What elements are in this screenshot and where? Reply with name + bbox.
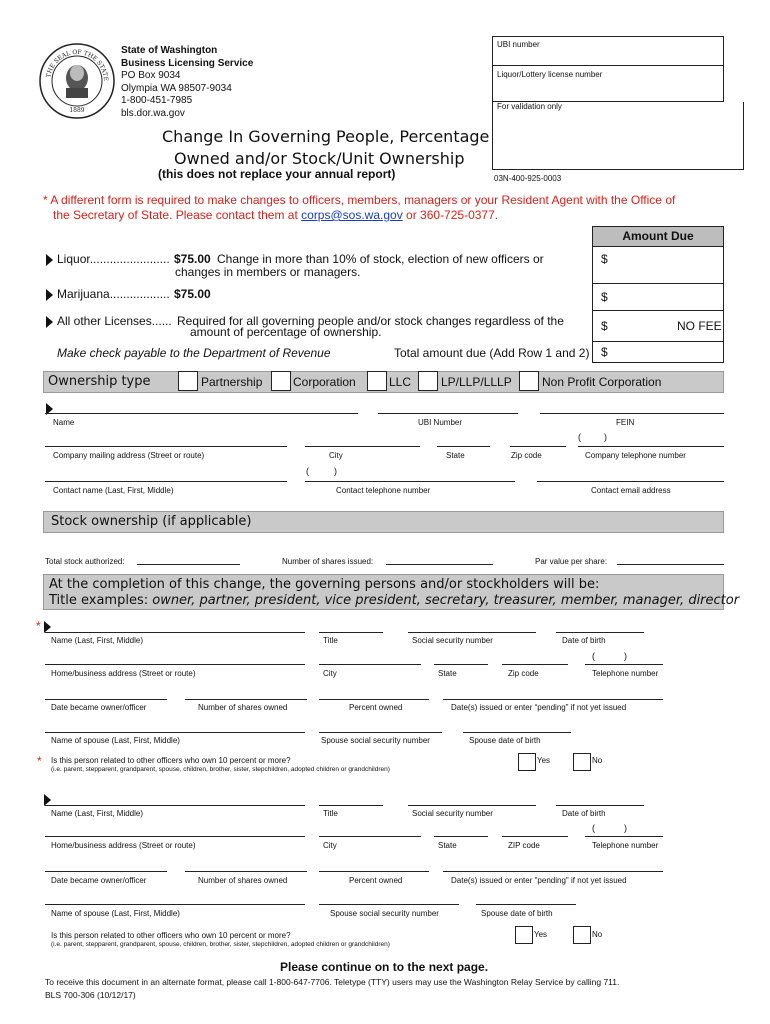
person1-shares-label: Number of shares owned [198,703,288,712]
zip-label: Zip code [511,451,542,460]
agency-website: bls.dor.wa.gov [121,107,185,119]
person1-state-field[interactable] [434,664,488,665]
person1-zip-label: Zip code [508,669,539,678]
person1-no-checkbox[interactable] [573,753,591,771]
person1-spouse-field[interactable] [45,732,305,733]
company-phone-field[interactable] [578,446,724,447]
svg-text:1889: 1889 [69,107,85,114]
notice-line1: A different form is required to make changes to officers, members, managers or your Resident Agent with the Office of [50,193,676,207]
amount-dollar-liquor: $ [601,252,608,266]
fee-desc-liquor-2: changes in members or managers. [175,265,361,279]
fein-field[interactable] [540,413,724,414]
person1-related-question: Is this person related to other officers who own 10 percent or more? [51,756,291,765]
person2-city-field[interactable] [319,836,421,837]
fee-desc-other-2: amount of percentage of ownership. [190,325,382,339]
amount-field-liquor[interactable] [592,247,724,284]
arrow-marijuana [46,289,53,301]
person2-date-became-label: Date became owner/officer [51,876,147,885]
ubi-number-label: UBI number [497,40,540,49]
person1-dates-issued-field[interactable] [443,699,663,700]
par-value-field[interactable] [617,564,724,565]
fee-desc-liquor-1: Change in more than 10% of stock, election of new officers or [217,252,544,266]
contact-phone-field[interactable] [305,481,515,482]
person1-percent-field[interactable] [319,699,429,700]
person2-title-label: Title [323,809,338,818]
contact-name-field[interactable] [45,481,287,482]
ubi-label: UBI Number [418,418,463,427]
company-phone-close-paren: ) [604,432,607,442]
validation-box [492,102,744,170]
person1-name-label: Name (Last, First, Middle) [51,636,144,645]
person1-yes-checkbox[interactable] [518,753,536,771]
checkbox-llc[interactable] [367,371,387,391]
person2-home-field[interactable] [45,836,305,837]
contact-email-field[interactable] [537,481,724,482]
person2-percent-label: Percent owned [349,876,403,885]
notice-line2-suffix: or 360-725-0377. [402,208,499,222]
person2-spouse-field[interactable] [45,904,305,905]
fee-name-liquor: Liquor........................ [57,252,170,266]
person2-related-note: (i.e. parent, stepparent, grandparent, spouse, children, brother, sister, stepchildren, adopted children or grandchildren) [51,941,390,948]
checkbox-nonprofit[interactable] [519,371,539,391]
person1-yes-label: Yes [537,756,551,765]
person2-state-label: State [438,841,457,850]
person2-spouse-dob-field[interactable] [476,904,576,905]
person2-state-field[interactable] [434,836,488,837]
label-lp-llp-lllp: LP/LLP/LLLP [441,375,512,389]
person2-yes-checkbox[interactable] [515,926,533,944]
arrow-liquor [46,254,53,266]
person1-spouse-dob-label: Spouse date of birth [469,736,541,745]
label-llc: LLC [389,375,412,389]
person2-city-label: City [323,841,337,850]
city-zip: Olympia WA 98507-9034 [121,82,232,94]
mailing-field[interactable] [45,446,287,447]
ubi-field[interactable] [378,413,518,414]
label-nonprofit: Non Profit Corporation [542,375,662,389]
person1-shares-field[interactable] [185,699,307,700]
total-dollar: $ [601,345,608,359]
title-examples-prefix: Title examples: [49,593,153,608]
person2-no-checkbox[interactable] [573,926,591,944]
person1-date-became-field[interactable] [45,699,167,700]
person1-dob-field[interactable] [556,632,644,633]
ownership-type-title: Ownership type [48,374,151,389]
person1-dob-label: Date of birth [562,636,606,645]
fee-price-liquor: $75.00 [174,252,211,266]
person1-home-label: Home/business address (Street or route) [51,669,196,678]
person1-spouse-dob-field[interactable] [463,732,571,733]
person1-phone-open-paren: ( [592,651,595,661]
person1-city-field[interactable] [319,664,421,665]
person1-title-field[interactable] [319,632,383,633]
person1-title-label: Title [323,636,338,645]
zip-field[interactable] [510,446,566,447]
no-fee-label: NO FEE [677,319,722,333]
person2-spouse-ssn-field[interactable] [319,904,459,905]
person2-spouse-dob-label: Spouse date of birth [481,909,553,918]
amount-dollar-marijuana: $ [601,290,608,304]
checkbox-lp-llp-lllp[interactable] [418,371,438,391]
contact-email-label: Contact email address [591,486,671,495]
validation-label: For validation only [497,102,562,111]
company-phone-label: Company telephone number [585,451,686,460]
state-seal [38,42,116,120]
person1-zip-field[interactable] [502,664,568,665]
person1-spouse-label: Name of spouse (Last, First, Middle) [51,736,180,745]
notice-email-link[interactable]: corps@sos.wa.gov [301,208,403,222]
person1-no-label: No [592,756,603,765]
person1-related-note: (i.e. parent, stepparent, grandparent, spouse, children, brother, sister, stepchildren, adopted children or grandchildren) [51,766,390,773]
person1-phone-close-paren: ) [624,651,627,661]
shares-issued-label: Number of shares issued: [282,557,374,566]
form-title-line1: Change In Governing People, Percentage [162,127,490,146]
person1-ssn-field[interactable] [408,632,536,633]
person2-spouse-ssn-label: Spouse social security number [330,909,439,918]
fee-name-other: All other Licenses...... [57,314,172,328]
person1-spouse-ssn-label: Spouse social security number [321,736,430,745]
liquor-license-box[interactable] [492,66,724,102]
person2-zip-label: ZIP code [508,841,540,850]
liquor-license-label: Liquor/Lottery license number [497,70,603,79]
fein-label: FEIN [616,418,635,427]
agency-service: Business Licensing Service [121,57,254,69]
person1-date-became-label: Date became owner/officer [51,703,147,712]
form-code: 03N-400-925-0003 [494,174,562,183]
contact-phone-label: Contact telephone number [336,486,431,495]
total-authorized-field[interactable] [137,564,240,565]
svg-text:THE SEAL OF THE STATE OF WASHI: THE SEAL OF THE STATE [45,48,110,82]
form-subtitle: (this does not replace your annual report) [158,167,396,181]
person1-ssn-label: Social security number [412,636,493,645]
person2-home-label: Home/business address (Street or route) [51,841,196,850]
person1-percent-label: Percent owned [349,703,403,712]
person2-yes-label: Yes [534,930,548,939]
company-phone-open-paren: ( [578,432,581,442]
person1-related-star: * [37,754,42,768]
person2-phone-open-paren: ( [592,823,595,833]
fee-name-marijuana: Marijuana.................. [57,287,170,301]
amount-due-header: Amount Due [592,226,724,247]
person1-spouse-ssn-field[interactable] [319,732,442,733]
governing-title: At the completion of this change, the governing persons and/or stockholders will be: [49,577,600,592]
fee-desc-other-1: Required for all governing people and/or stock changes regardless of the [177,314,564,328]
person1-state-label: State [438,669,457,678]
contact-name-label: Contact name (Last, First, Middle) [53,486,174,495]
person1-phone-label: Telephone number [592,669,659,678]
total-authorized-label: Total stock authorized: [45,557,125,566]
mailing-label: Company mailing address (Street or route) [53,451,205,460]
stock-title: Stock ownership (if applicable) [51,514,252,529]
person2-title-field[interactable] [319,805,383,806]
amount-field-marijuana[interactable] [592,284,724,311]
notice-line2-prefix: the Secretary of State. Please contact them at [53,208,302,222]
checkbox-partnership[interactable] [178,371,198,391]
person2-name-label: Name (Last, First, Middle) [51,809,144,818]
label-corporation: Corporation [293,375,356,389]
po-box: PO Box 9034 [121,70,181,81]
person2-related-question: Is this person related to other officers who own 10 percent or more? [51,931,291,940]
shares-issued-field[interactable] [386,564,493,565]
person2-dob-field[interactable] [556,805,644,806]
person1-required-star: * [36,619,41,633]
name-label: Name [53,418,75,427]
amount-dollar-other: $ [601,319,608,333]
total-amount-field[interactable] [592,342,724,363]
total-label: Total amount due (Add Row 1 and 2) [394,346,590,360]
notice-star: * [43,193,48,207]
contact-phone-open-paren: ( [306,466,309,476]
state-label: State [446,451,465,460]
agency-name: State of Washington [121,45,218,56]
person2-shares-label: Number of shares owned [198,876,288,885]
person2-percent-field[interactable] [319,871,429,872]
contact-phone-close-paren: ) [334,466,337,476]
agency-phone: 1-800-451-7985 [121,95,193,106]
person2-phone-label: Telephone number [592,841,659,850]
person1-dates-issued-label: Date(s) issued or enter “pending” if not yet issued [451,703,627,712]
ubi-number-box[interactable] [492,36,724,66]
person2-phone-field[interactable] [585,836,663,837]
person1-home-field[interactable] [45,664,305,665]
person2-dates-issued-field[interactable] [443,871,663,872]
person2-no-label: No [592,930,603,939]
form-title-line2: Owned and/or Stock/Unit Ownership [174,149,465,168]
par-value-label: Par value per share: [535,557,608,566]
arrow-other [46,316,53,328]
person2-ssn-field[interactable] [408,805,536,806]
state-field[interactable] [437,446,490,447]
city-field[interactable] [305,446,420,447]
person1-name-field[interactable] [45,632,305,633]
person1-phone-field[interactable] [585,664,663,665]
person2-shares-field[interactable] [185,871,307,872]
person2-spouse-label: Name of spouse (Last, First, Middle) [51,909,180,918]
person1-city-label: City [323,669,337,678]
label-partnership: Partnership [201,375,263,389]
form-number: BLS 700-306 (10/12/17) [45,990,136,1000]
person2-zip-field[interactable] [502,836,568,837]
person2-dob-label: Date of birth [562,809,606,818]
checkbox-corporation[interactable] [271,371,291,391]
alt-format-note: To receive this document in an alternate format, please call 1-800-647-7706. Teletype (TTY) users may use the Washington Relay Service by calling 711. [45,977,620,987]
person2-phone-close-paren: ) [624,823,627,833]
person2-ssn-label: Social security number [412,809,493,818]
person2-date-became-field[interactable] [45,871,167,872]
city-label: City [329,451,343,460]
continue-note: Please continue on to the next page. [280,960,489,974]
payable-note: Make check payable to the Department of Revenue [57,346,331,360]
person2-dates-issued-label: Date(s) issued or enter "pending" if not yet issued [451,876,627,885]
title-examples: owner, partner, president, vice president, secretary, treasurer, member, manager, director [152,593,740,608]
amount-field-other[interactable] [592,311,724,342]
name-field[interactable] [45,413,358,414]
person2-name-field[interactable] [45,805,305,806]
fee-price-marijuana: $75.00 [174,287,211,301]
